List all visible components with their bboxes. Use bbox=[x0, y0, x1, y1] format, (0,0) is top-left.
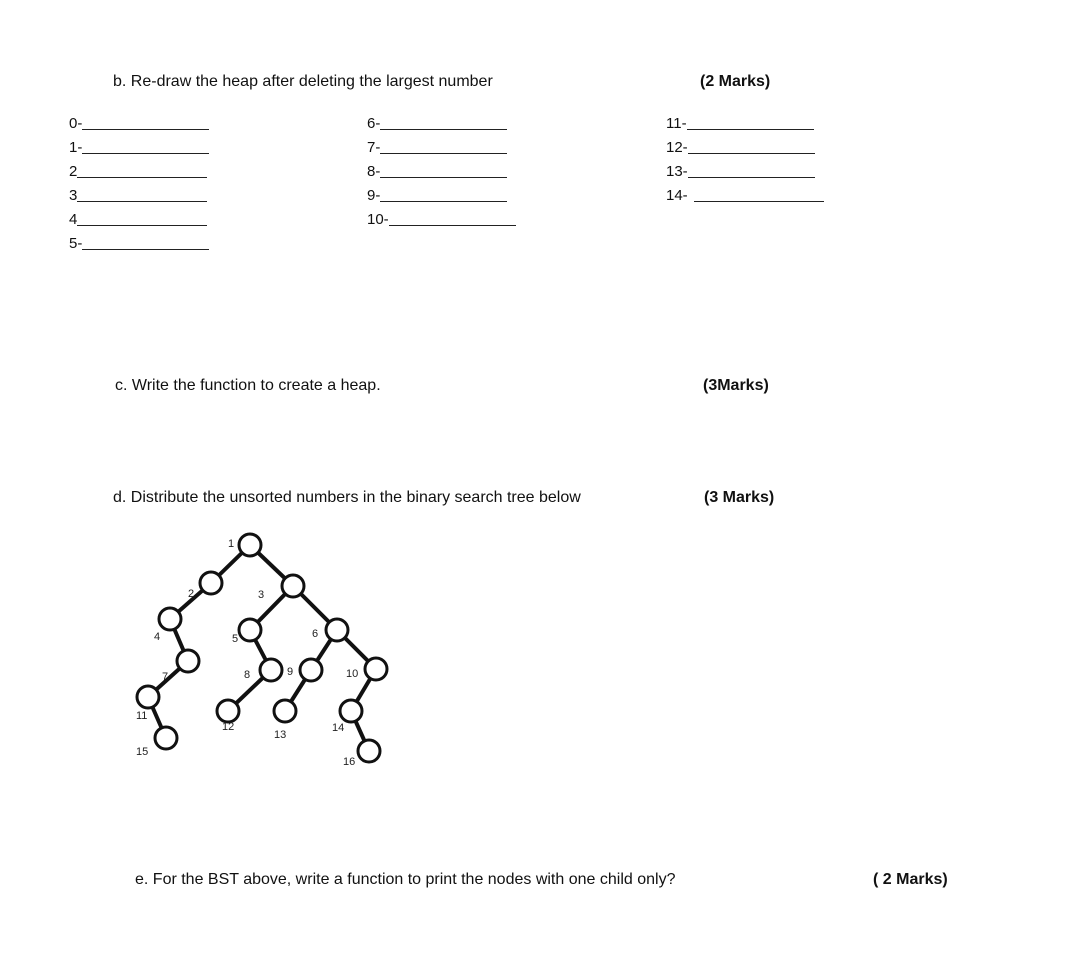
heap-slot-3[interactable]: 3 bbox=[69, 186, 207, 204]
section-b-question: b. Re-draw the heap after deleting the largest number bbox=[113, 73, 493, 90]
tree-node-label: 13 bbox=[274, 729, 287, 741]
section-c-marks: (3Marks) bbox=[703, 377, 769, 394]
section-b-marks: (2 Marks) bbox=[700, 73, 771, 90]
tree-node-label: 4 bbox=[154, 631, 161, 643]
bst-diagram bbox=[120, 525, 400, 775]
tree-node-label: 8 bbox=[244, 669, 251, 681]
heap-slot-12[interactable]: 12- bbox=[666, 138, 815, 156]
tree-node-4[interactable] bbox=[159, 608, 181, 630]
heap-slot-14[interactable]: 14- bbox=[666, 186, 824, 204]
heap-slot-2[interactable]: 2 bbox=[69, 162, 207, 180]
heap-slot-9[interactable]: 9- bbox=[367, 186, 507, 204]
section-e-question: e. For the BST above, write a function to print the nodes with one child only? bbox=[135, 871, 676, 888]
tree-node-label: 7 bbox=[162, 671, 169, 683]
heap-slot-8[interactable]: 8- bbox=[367, 162, 507, 180]
tree-node-label: 2 bbox=[188, 588, 195, 600]
tree-node-7[interactable] bbox=[177, 650, 199, 672]
heap-slot-5[interactable]: 5- bbox=[69, 234, 209, 252]
tree-node-label: 3 bbox=[258, 589, 265, 601]
heap-slot-4[interactable]: 4 bbox=[69, 210, 207, 228]
tree-node-3[interactable] bbox=[282, 575, 304, 597]
tree-node-label: 5 bbox=[232, 633, 239, 645]
tree-node-9[interactable] bbox=[300, 659, 322, 681]
section-d-marks: (3 Marks) bbox=[704, 489, 775, 506]
tree-node-6[interactable] bbox=[326, 619, 348, 641]
section-c-question: c. Write the function to create a heap. bbox=[115, 377, 381, 394]
tree-node-label: 16 bbox=[343, 756, 356, 768]
tree-node-10[interactable] bbox=[365, 658, 387, 680]
heap-slot-13[interactable]: 13- bbox=[666, 162, 815, 180]
heap-slot-6[interactable]: 6- bbox=[367, 114, 507, 132]
tree-node-5[interactable] bbox=[239, 619, 261, 641]
tree-node-label: 1 bbox=[228, 538, 235, 550]
heap-slot-1[interactable]: 1- bbox=[69, 138, 209, 156]
tree-node-13[interactable] bbox=[274, 700, 296, 722]
tree-node-11[interactable] bbox=[137, 686, 159, 708]
tree-node-12[interactable] bbox=[217, 700, 239, 722]
section-e-marks: ( 2 Marks) bbox=[873, 871, 948, 888]
tree-node-15[interactable] bbox=[155, 727, 177, 749]
tree-node-label: 15 bbox=[136, 746, 149, 758]
tree-node-16[interactable] bbox=[358, 740, 380, 762]
tree-node-14[interactable] bbox=[340, 700, 362, 722]
tree-node-label: 9 bbox=[287, 666, 294, 678]
heap-slot-10[interactable]: 10- bbox=[367, 210, 516, 228]
tree-node-label: 10 bbox=[346, 668, 359, 680]
heap-slot-7[interactable]: 7- bbox=[367, 138, 507, 156]
tree-node-label: 14 bbox=[332, 722, 345, 734]
heap-slot-0[interactable]: 0- bbox=[69, 114, 209, 132]
tree-node-1[interactable] bbox=[239, 534, 261, 556]
tree-node-2[interactable] bbox=[200, 572, 222, 594]
tree-node-label: 6 bbox=[312, 628, 319, 640]
tree-node-8[interactable] bbox=[260, 659, 282, 681]
tree-node-label: 12 bbox=[222, 721, 235, 733]
section-d-question: d. Distribute the unsorted numbers in the binary search tree below bbox=[113, 489, 581, 506]
heap-slot-11[interactable]: 11- bbox=[666, 114, 814, 132]
tree-node-label: 11 bbox=[136, 710, 148, 722]
